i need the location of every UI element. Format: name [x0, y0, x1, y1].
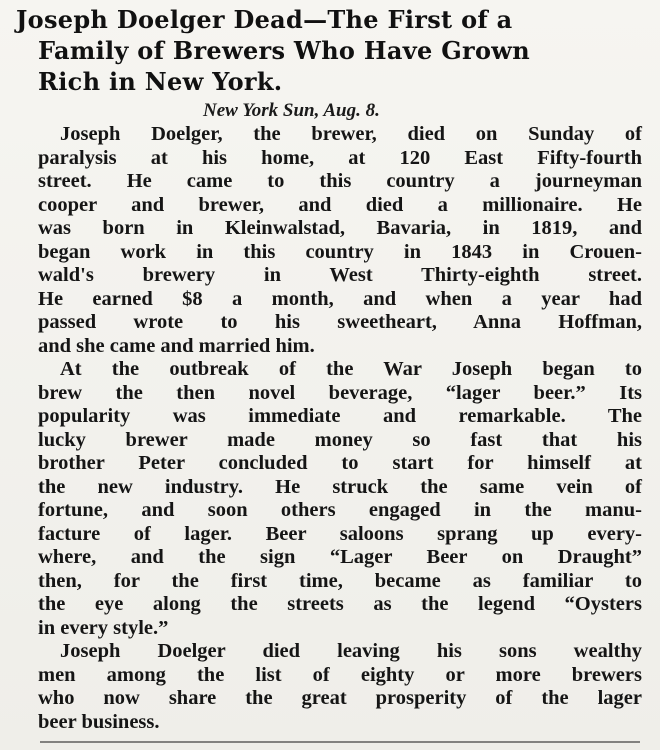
article-line: the eye along the streets as the legend “Oysters [38, 593, 642, 615]
headline-line-2: Family of Brewers Who Have Grown [38, 36, 530, 65]
article-line: passed wrote to his sweetheart, Anna Hoffman, [38, 311, 642, 333]
article-line: paralysis at his home, at 120 East Fifty-fourth [38, 146, 642, 169]
article-line: Joseph Doelger died leaving his sons wealthy [60, 640, 642, 662]
headline [16, 4, 642, 97]
paragraph-2 [38, 358, 642, 640]
article-line: wald's brewery in West Thirty-eighth street. [38, 264, 642, 286]
headline-line-1: Joseph Doelger Dead—The First of a [16, 5, 513, 34]
article-body [38, 123, 642, 734]
bottom-rule [40, 741, 640, 743]
article-line: brother Peter concluded to start for himself at [38, 452, 642, 474]
paragraph-3 [38, 640, 642, 734]
article-line: At the outbreak of the War Joseph began to [60, 358, 642, 380]
article-line: cooper and brewer, and died a millionaire. He [38, 193, 642, 216]
article-line: the new industry. He struck the same vein of [38, 475, 642, 498]
article-line: where, and the sign “Lager Beer on Draught” [38, 546, 642, 568]
article-line: men among the list of eighty or more brewers [38, 663, 642, 686]
dateline: New York Sun, Aug. 8. [203, 100, 380, 121]
article-line: who now share the great prosperity of the lager [38, 687, 642, 709]
article-line: He earned $8 a month, and when a year had [38, 287, 642, 310]
article-line: lucky brewer made money so fast that his [38, 428, 642, 451]
headline-line-3: Rich in New York. [38, 67, 283, 96]
article-line: brew the then novel beverage, “lager beer.” Its [38, 381, 642, 404]
article-line: then, for the first time, became as familiar to [38, 569, 642, 592]
article-line: was born in Kleinwalstad, Bavaria, in 1819, and [38, 217, 642, 239]
article-line: in every style.” [38, 616, 169, 639]
article-line: street. He came to this country a journeyman [38, 170, 642, 192]
article-line: beer business. [38, 710, 160, 733]
article-line: popularity was immediate and remarkable. The [38, 405, 642, 427]
article-line: and she came and married him. [38, 334, 315, 357]
article-line: began work in this country in 1843 in Crouen- [38, 240, 642, 263]
article-line: fortune, and soon others engaged in the manu- [38, 499, 642, 521]
article-line: Joseph Doelger, the brewer, died on Sunday of [60, 123, 642, 145]
article-line: facture of lager. Beer saloons sprang up every- [38, 522, 642, 545]
paragraph-1 [38, 123, 642, 358]
